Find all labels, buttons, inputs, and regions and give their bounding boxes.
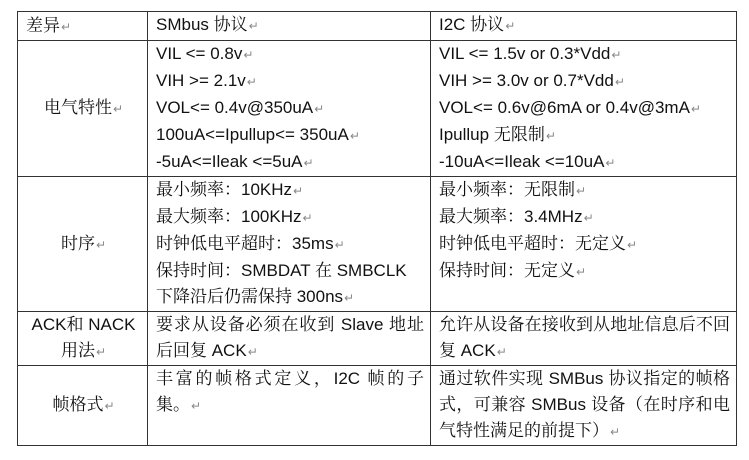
text-line: Ipullup 无限制↵ <box>439 125 556 144</box>
comparison-table <box>17 11 737 446</box>
text-paragraph: 允许从设备在接收到从地址信息后不回复 ACK↵ <box>439 315 730 360</box>
cell-i2c-electrical <box>431 41 737 177</box>
cell-smbus-ack <box>148 312 431 366</box>
text-paragraph: 要求从设备必须在收到 Slave 地址后回复 ACK↵ <box>156 315 424 360</box>
header-cell-i2c: I2C 协议↵ <box>431 12 737 41</box>
header-cell-diff: 差异↵ <box>18 12 148 41</box>
text-line: 最大频率：3.4MHz↵ <box>439 207 594 226</box>
row-label-ack: ACK和 NACK 用法↵ <box>18 312 148 366</box>
text-line: 时钟低电平超时：35ms↵ <box>156 234 345 253</box>
table-row-frame <box>18 366 737 446</box>
cell-i2c-frame <box>431 366 737 446</box>
cell-smbus-electrical <box>148 41 431 177</box>
cell-i2c-ack <box>431 312 737 366</box>
cell-i2c-timing <box>431 177 737 312</box>
text-line: 最大频率：100KHz↵ <box>156 207 313 226</box>
text-line: -10uA<=Ileak <=10uA↵ <box>439 152 616 171</box>
text-line: VOL<= 0.4v@350uA↵ <box>156 98 325 117</box>
cell-smbus-frame <box>148 366 431 446</box>
text-line: 保持时间：SMBDAT 在 SMBCLK <box>156 261 407 280</box>
row-label-frame: 帧格式↵ <box>18 366 148 446</box>
table-row-electrical <box>18 41 737 177</box>
row-label-timing: 时序↵ <box>18 177 148 312</box>
text-line: VIL <= 0.8v↵ <box>156 44 254 63</box>
text-line: 时钟低电平超时：无定义↵ <box>439 234 638 253</box>
row-label-electrical: 电气特性↵ <box>18 41 148 177</box>
text-line: VIH >= 2.1v↵ <box>156 71 257 90</box>
text-line: 保持时间：无定义↵ <box>439 261 587 280</box>
text-line: VOL<= 0.6v@6mA or 0.4v@3mA↵ <box>439 98 701 117</box>
text-line: VIL <= 1.5v or 0.3*Vdd↵ <box>439 44 622 63</box>
table-row-timing <box>18 177 737 312</box>
table-header-row <box>18 12 737 41</box>
cell-smbus-timing <box>148 177 431 312</box>
text-paragraph: 通过软件实现 SMBus 协议指定的帧格式，可兼容 SMBus 设备（在时序和电气特性满足的前提下）↵ <box>439 369 730 440</box>
text-paragraph: 丰富的帧格式定义，I2C 帧的子集。↵ <box>156 369 424 414</box>
text-line: VIH >= 3.0v or 0.7*Vdd↵ <box>439 71 625 90</box>
text-line: -5uA<=Ileak <=5uA↵ <box>156 152 314 171</box>
text-line: 下降沿后仍需保持 300ns↵ <box>156 287 355 306</box>
text-line: 最小频率：无限制↵ <box>439 180 587 199</box>
text-line: 100uA<=Ipullup<= 350uA↵ <box>156 125 360 144</box>
text-line: 最小频率：10KHz↵ <box>156 180 304 199</box>
header-cell-smbus: SMbus 协议↵ <box>148 12 431 41</box>
table-row-ack <box>18 312 737 366</box>
